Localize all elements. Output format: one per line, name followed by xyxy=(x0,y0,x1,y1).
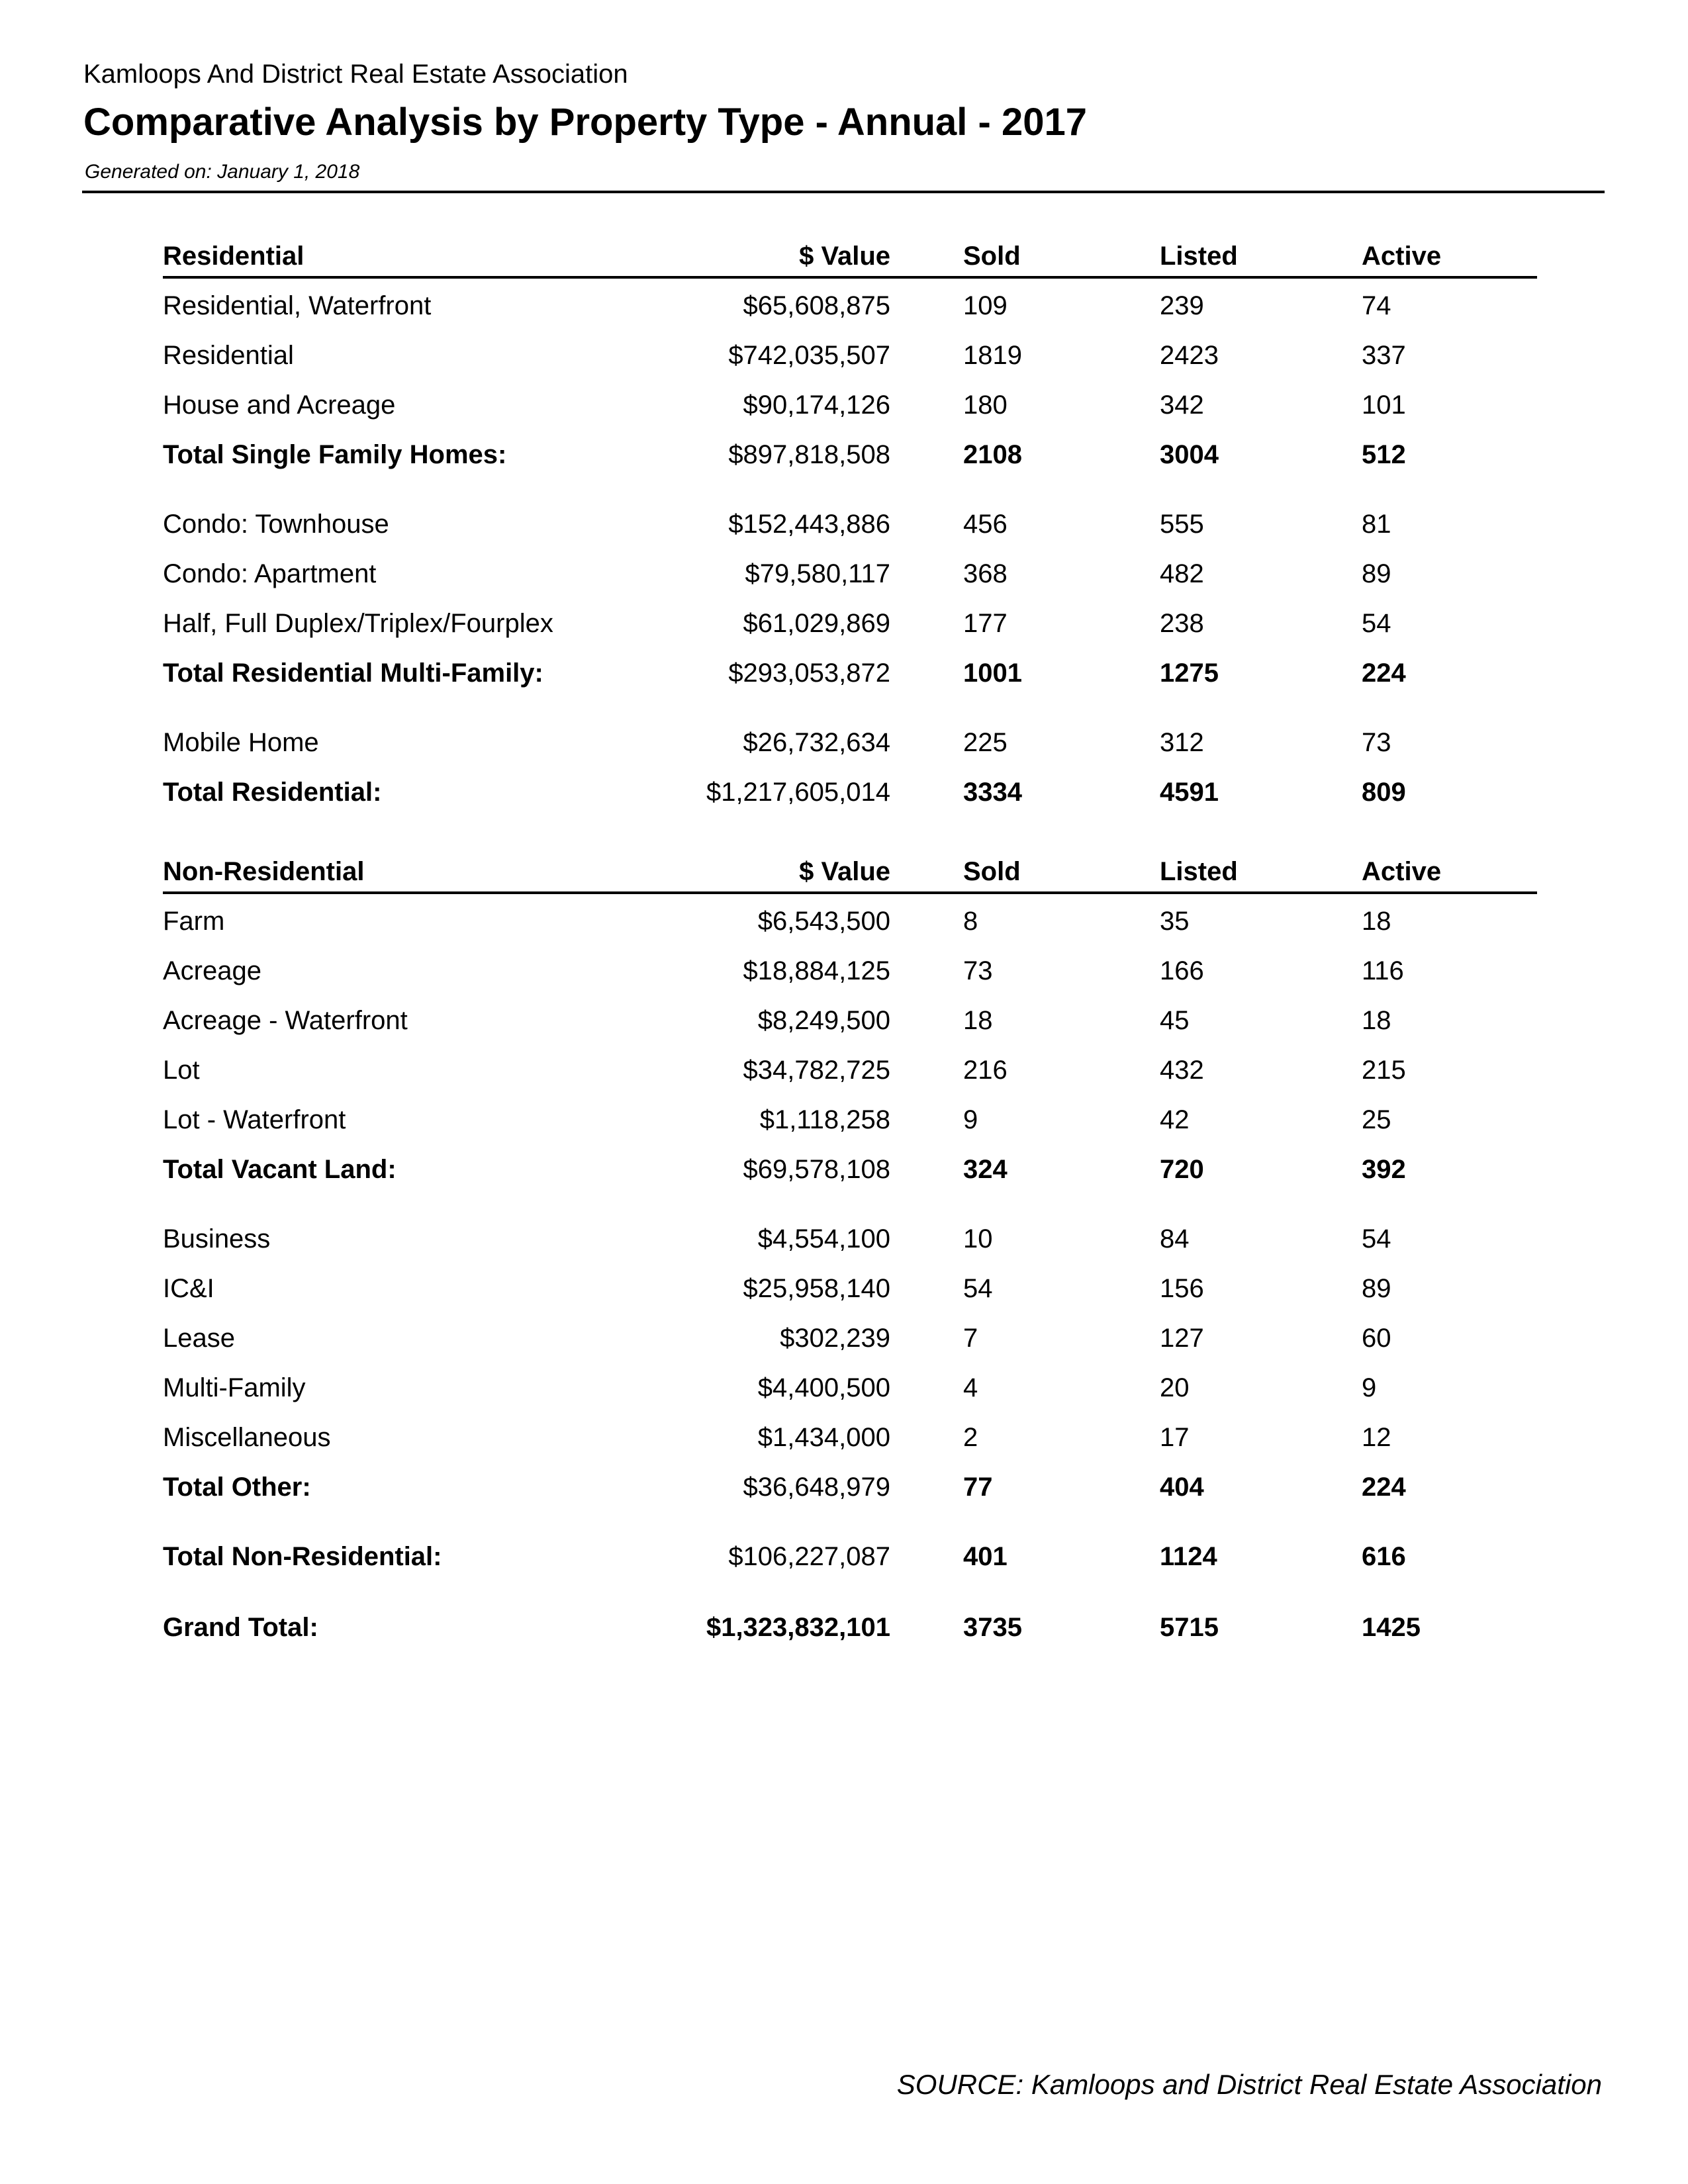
listed-count: 127 xyxy=(1160,1324,1204,1353)
table-row xyxy=(0,286,1688,326)
subtotal-label: Total Residential: xyxy=(163,778,382,807)
sold-count: 77 xyxy=(963,1473,993,1502)
active-count: 12 xyxy=(1362,1423,1391,1452)
listed-count: 84 xyxy=(1160,1224,1190,1253)
property-type: Business xyxy=(163,1224,271,1253)
sold-count: 2108 xyxy=(963,440,1022,469)
sold-count: 177 xyxy=(963,609,1008,638)
active-count: 215 xyxy=(1362,1056,1406,1085)
dollar-value: $26,732,634 xyxy=(743,728,890,757)
property-type: Multi-Family xyxy=(163,1373,306,1402)
dollar-value: $1,434,000 xyxy=(757,1423,890,1452)
sold-count: 368 xyxy=(963,559,1008,588)
dollar-value: $302,239 xyxy=(780,1324,890,1353)
sold-count: 4 xyxy=(963,1373,978,1402)
listed-count: 5715 xyxy=(1160,1613,1219,1642)
dollar-value: $293,053,872 xyxy=(728,659,890,688)
property-type: Half, Full Duplex/Triplex/Fourplex xyxy=(163,609,553,638)
table-row xyxy=(0,1269,1688,1308)
column-header-value: $ Value xyxy=(799,242,890,271)
listed-count: 1275 xyxy=(1160,659,1219,688)
property-type: Lease xyxy=(163,1324,235,1353)
non-residential-header-divider xyxy=(163,891,1537,894)
total-non-residential-row xyxy=(0,1537,1688,1576)
table-row xyxy=(0,1318,1688,1358)
property-type: Acreage xyxy=(163,956,261,985)
active-count: 89 xyxy=(1362,559,1391,588)
sold-count: 324 xyxy=(963,1155,1008,1184)
listed-count: 4591 xyxy=(1160,778,1219,807)
property-type: Lot xyxy=(163,1056,200,1085)
dollar-value: $25,958,140 xyxy=(743,1274,890,1303)
table-row xyxy=(0,723,1688,762)
table-row xyxy=(0,1418,1688,1457)
dollar-value: $8,249,500 xyxy=(757,1006,890,1035)
active-count: 116 xyxy=(1362,956,1404,985)
active-count: 89 xyxy=(1362,1274,1391,1303)
sold-count: 8 xyxy=(963,907,978,936)
grand-total-row xyxy=(0,1608,1688,1647)
listed-count: 45 xyxy=(1160,1006,1190,1035)
dollar-value: $34,782,725 xyxy=(743,1056,890,1085)
property-type: Acreage - Waterfront xyxy=(163,1006,408,1035)
total-residential-row xyxy=(0,772,1688,812)
sold-count: 73 xyxy=(963,956,993,985)
subtotal-row xyxy=(0,435,1688,475)
column-header-active: Active xyxy=(1362,857,1442,886)
subtotal-label: Total Single Family Homes: xyxy=(163,440,507,469)
sold-count: 10 xyxy=(963,1224,993,1253)
sold-count: 54 xyxy=(963,1274,993,1303)
listed-count: 432 xyxy=(1160,1056,1204,1085)
generated-date: Generated on: January 1, 2018 xyxy=(85,161,360,183)
sold-count: 1819 xyxy=(963,341,1022,370)
table-row xyxy=(0,504,1688,544)
subtotal-row xyxy=(0,1150,1688,1189)
active-count: 616 xyxy=(1362,1542,1406,1571)
dollar-value: $742,035,507 xyxy=(728,341,890,370)
table-row xyxy=(0,1100,1688,1140)
listed-count: 239 xyxy=(1160,291,1204,320)
listed-count: 17 xyxy=(1160,1423,1190,1452)
subtotal-row xyxy=(0,1467,1688,1507)
dollar-value: $90,174,126 xyxy=(743,390,890,420)
listed-count: 166 xyxy=(1160,956,1204,985)
listed-count: 20 xyxy=(1160,1373,1190,1402)
dollar-value: $4,554,100 xyxy=(757,1224,890,1253)
sold-count: 225 xyxy=(963,728,1008,757)
section-heading: Residential xyxy=(163,242,305,271)
dollar-value: $4,400,500 xyxy=(757,1373,890,1402)
sold-count: 216 xyxy=(963,1056,1008,1085)
active-count: 25 xyxy=(1362,1105,1391,1134)
table-row xyxy=(0,901,1688,941)
table-row xyxy=(0,336,1688,375)
listed-count: 342 xyxy=(1160,390,1204,420)
sold-count: 9 xyxy=(963,1105,978,1134)
property-type: Residential, Waterfront xyxy=(163,291,432,320)
active-count: 512 xyxy=(1362,440,1406,469)
active-count: 81 xyxy=(1362,510,1391,539)
listed-count: 35 xyxy=(1160,907,1190,936)
active-count: 224 xyxy=(1362,659,1406,688)
property-type: Residential xyxy=(163,341,294,370)
property-type: Mobile Home xyxy=(163,728,319,757)
active-count: 54 xyxy=(1362,609,1391,638)
listed-count: 2423 xyxy=(1160,341,1219,370)
sold-count: 456 xyxy=(963,510,1008,539)
table-row xyxy=(0,1001,1688,1040)
dollar-value: $152,443,886 xyxy=(728,510,890,539)
active-count: 392 xyxy=(1362,1155,1406,1184)
dollar-value: $18,884,125 xyxy=(743,956,890,985)
subtotal-label: Total Vacant Land: xyxy=(163,1155,397,1184)
property-type: Farm xyxy=(163,907,225,936)
active-count: 337 xyxy=(1362,341,1406,370)
dollar-value: $79,580,117 xyxy=(745,559,890,588)
sold-count: 2 xyxy=(963,1423,978,1452)
column-header-listed: Listed xyxy=(1160,857,1238,886)
table-row xyxy=(0,554,1688,594)
listed-count: 312 xyxy=(1160,728,1204,757)
listed-count: 404 xyxy=(1160,1473,1204,1502)
table-row xyxy=(0,604,1688,643)
listed-count: 482 xyxy=(1160,559,1204,588)
table-row xyxy=(0,1050,1688,1090)
report-title: Comparative Analysis by Property Type - Annual - 2017 xyxy=(83,101,1087,144)
source-note: SOURCE: Kamloops and District Real Estate Association xyxy=(896,2069,1602,2100)
dollar-value: $106,227,087 xyxy=(728,1542,890,1571)
sold-count: 3735 xyxy=(963,1613,1022,1642)
column-header-active: Active xyxy=(1362,242,1442,271)
dollar-value: $1,118,258 xyxy=(759,1105,890,1134)
table-row xyxy=(0,385,1688,425)
active-count: 18 xyxy=(1362,1006,1391,1035)
column-header-sold: Sold xyxy=(963,242,1021,271)
column-header-sold: Sold xyxy=(963,857,1021,886)
sold-count: 3334 xyxy=(963,778,1022,807)
active-count: 74 xyxy=(1362,291,1391,320)
listed-count: 42 xyxy=(1160,1105,1190,1134)
sold-count: 180 xyxy=(963,390,1008,420)
dollar-value: $897,818,508 xyxy=(728,440,890,469)
property-type: Condo: Apartment xyxy=(163,559,377,588)
active-count: 101 xyxy=(1362,390,1406,420)
column-header-listed: Listed xyxy=(1160,242,1238,271)
listed-count: 156 xyxy=(1160,1274,1204,1303)
table-row xyxy=(0,1368,1688,1408)
property-type: House and Acreage xyxy=(163,390,396,420)
property-type: Lot - Waterfront xyxy=(163,1105,346,1134)
property-type: Condo: Townhouse xyxy=(163,510,389,539)
dollar-value: $1,323,832,101 xyxy=(706,1613,890,1642)
organization-name: Kamloops And District Real Estate Association xyxy=(83,60,628,89)
subtotal-row xyxy=(0,653,1688,693)
active-count: 809 xyxy=(1362,778,1406,807)
listed-count: 3004 xyxy=(1160,440,1219,469)
active-count: 73 xyxy=(1362,728,1391,757)
residential-header-row xyxy=(0,236,1688,276)
subtotal-label: Total Residential Multi-Family: xyxy=(163,659,543,688)
non-residential-header-row xyxy=(0,852,1688,891)
dollar-value: $65,608,875 xyxy=(743,291,890,320)
dollar-value: $6,543,500 xyxy=(757,907,890,936)
dollar-value: $69,578,108 xyxy=(743,1155,890,1184)
subtotal-label: Total Other: xyxy=(163,1473,311,1502)
listed-count: 1124 xyxy=(1160,1542,1217,1571)
table-row xyxy=(0,951,1688,991)
table-row xyxy=(0,1219,1688,1259)
sold-count: 1001 xyxy=(963,659,1022,688)
section-heading: Non-Residential xyxy=(163,857,365,886)
listed-count: 720 xyxy=(1160,1155,1204,1184)
sold-count: 18 xyxy=(963,1006,993,1035)
sold-count: 109 xyxy=(963,291,1008,320)
active-count: 224 xyxy=(1362,1473,1406,1502)
listed-count: 238 xyxy=(1160,609,1204,638)
dollar-value: $36,648,979 xyxy=(743,1473,890,1502)
dollar-value: $61,029,869 xyxy=(743,609,890,638)
active-count: 18 xyxy=(1362,907,1391,936)
title-divider xyxy=(82,191,1605,193)
active-count: 1425 xyxy=(1362,1613,1421,1642)
active-count: 9 xyxy=(1362,1373,1377,1402)
residential-header-divider xyxy=(163,276,1537,279)
property-type: IC&I xyxy=(163,1274,214,1303)
column-header-value: $ Value xyxy=(799,857,890,886)
subtotal-label: Total Non-Residential: xyxy=(163,1542,442,1571)
active-count: 54 xyxy=(1362,1224,1391,1253)
active-count: 60 xyxy=(1362,1324,1391,1353)
property-type: Miscellaneous xyxy=(163,1423,331,1452)
listed-count: 555 xyxy=(1160,510,1204,539)
sold-count: 401 xyxy=(963,1542,1008,1571)
sold-count: 7 xyxy=(963,1324,978,1353)
grand-total-label: Grand Total: xyxy=(163,1613,318,1642)
dollar-value: $1,217,605,014 xyxy=(706,778,890,807)
